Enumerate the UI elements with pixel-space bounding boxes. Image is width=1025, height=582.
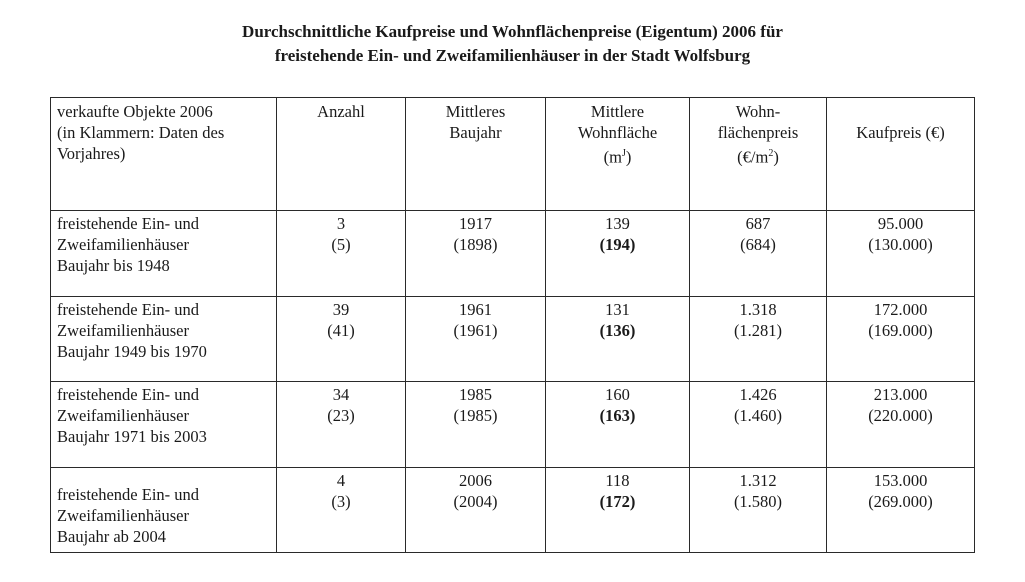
cell-kaufpreis: 95.000 (130.000) xyxy=(827,211,975,296)
cell-anzahl: 3 (5) xyxy=(277,211,406,296)
cell-kaufpreis: 153.000 (269.000) xyxy=(827,467,975,552)
cell-anzahl: 4 (3) xyxy=(277,467,406,552)
cell-wohnflaechenpreis: 687 (684) xyxy=(690,211,827,296)
title-line-2: freistehende Ein- und Zweifamilienhäuser in der Stadt Wolfsburg xyxy=(274,46,751,65)
header-objekte: verkaufte Objekte 2006 (in Klammern: Daten des Vorjahres) xyxy=(51,98,277,211)
row-label: freistehende Ein- und Zweifamilienhäuser Baujahr 1971 bis 2003 xyxy=(51,382,277,467)
cell-kaufpreis: 172.000 (169.000) xyxy=(827,296,975,381)
table-row xyxy=(51,296,975,381)
table-row xyxy=(51,382,975,467)
cell-wohnflaechenpreis: 1.318 (1.281) xyxy=(690,296,827,381)
cell-wohnflaechenpreis: 1.426 (1.460) xyxy=(690,382,827,467)
cell-anzahl: 34 (23) xyxy=(277,382,406,467)
cell-kaufpreis: 213.000 (220.000) xyxy=(827,382,975,467)
cell-wohnflaeche: 160 (163) xyxy=(546,382,690,467)
cell-baujahr: 1917 (1898) xyxy=(406,211,546,296)
header-baujahr: Mittleres Baujahr xyxy=(406,98,546,211)
table-header-row xyxy=(51,98,975,211)
cell-wohnflaeche: 131 (136) xyxy=(546,296,690,381)
table-row xyxy=(51,467,975,552)
row-label: freistehende Ein- und Zweifamilienhäuser Baujahr 1949 bis 1970 xyxy=(51,296,277,381)
cell-baujahr: 1961 (1961) xyxy=(406,296,546,381)
title-line-1: Durchschnittliche Kaufpreise und Wohnflächenpreise (Eigentum) 2006 für xyxy=(242,22,783,41)
row-label: freistehende Ein- und Zweifamilienhäuser Baujahr ab 2004 xyxy=(51,467,277,552)
price-table xyxy=(50,97,975,553)
row-label: freistehende Ein- und Zweifamilienhäuser Baujahr bis 1948 xyxy=(51,211,277,296)
cell-wohnflaeche: 139 (194) xyxy=(546,211,690,296)
document-title xyxy=(0,20,1025,68)
cell-baujahr: 2006 (2004) xyxy=(406,467,546,552)
header-wohnflaechenpreis: Wohn- flächenpreis $(€/m^2)$ xyxy=(690,98,827,211)
header-anzahl: Anzahl xyxy=(277,98,406,211)
cell-wohnflaechenpreis: 1.312 (1.580) xyxy=(690,467,827,552)
table-row xyxy=(51,211,975,296)
header-wohnflaeche: Mittlere Wohnfläche $(m^J)$ xyxy=(546,98,690,211)
cell-anzahl: 39 (41) xyxy=(277,296,406,381)
cell-wohnflaeche: 118 (172) xyxy=(546,467,690,552)
cell-baujahr: 1985 (1985) xyxy=(406,382,546,467)
header-kaufpreis: Kaufpreis (€) xyxy=(827,98,975,211)
